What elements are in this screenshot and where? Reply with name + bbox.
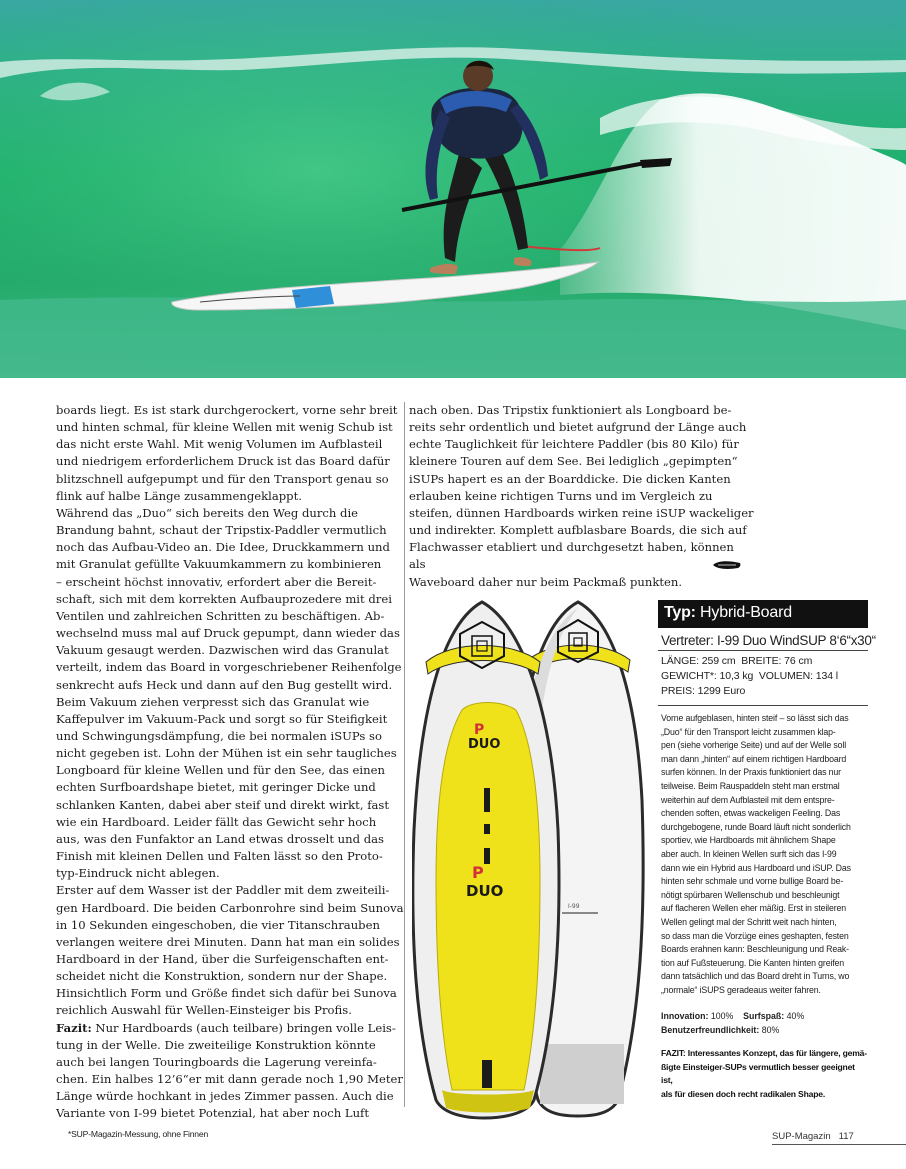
spec-type-label: Typ: [664,604,696,621]
paragraph-sunova: Erster auf dem Wasser ist der Paddler mit dem zweiteili- gen Hardboard. Die beiden Carbonrohre sind beim Sunova in 10 Sekunden eingeschoben, die vier Titanschrauben verlangen weitere drei Minuten. Dann hat man ein solides Hardboard in der Hand, über die Surfeigenschaften ent- scheidet nicht die Konstruktion, sondern nur der Shape. Hinsichtlich Form und Größe findet sich dafür bei Sunova reichlich Auswahl für Wellen-Einsteiger bis Profis. [56,883,404,1018]
deck-brand-logo-2: DUO [466,882,504,900]
spec-measurements [658,651,868,706]
deck-logo-icon-bottom: P [472,863,484,882]
board-end-mark-icon [712,559,742,571]
rating-surfspass-value: 40% [786,1011,805,1022]
spec-type-header [658,600,868,628]
page-number: 117 [838,1131,854,1142]
spec-laenge: LÄNGE: 259 cm [661,655,736,667]
spec-fazit: FAZIT: Interessantes Konzept, das für längere, gemä- ßigte Einsteiger-SUPs vermutlich besser geeignet ist, als für diesen doch recht radikalen Shape. [661,1048,867,1099]
spec-preis: PREIS: 1299 Euro [661,685,746,697]
rating-innovation-label: Innovation: [661,1011,709,1022]
paragraph-tripstix: Während das „Duo“ sich bereits den Weg durch die Brandung bahnt, schaut der Tripstix-Paddler vermutlich noch das Aufbau-Video an. Die Idee, Druckkammern und mit Granulat gefüllte Vakuumkammern zu kombinieren – erscheint höchst innovativ, erfordert aber die Bereit- schaft, sich mit dem korrekten Aufbauprozedere mit drei Ventilen und zahlreichen Schritten zu beschäftigen. Ab- wechselnd muss mal auf Druck gepumpt, dann wieder das Vakuum gesaugt werden. Dazwischen wird das Granulat verteilt, indem das Board in vorgeschriebener Reihenfolge senkrecht aufs Heck und dann auf den Bug gestellt wird. Beim Vakuum ziehen verpresst sich das Granulat wie Kaffepulver im Vakuum-Pack und sorgt so für Steifigkeit und Schwingungsdämpfung, die bei normalen iSUPs so nicht gegeben ist. Lohn der Mühen ist ein sehr taugliches Longboard für kleine Wellen und für den See, das einen echten Surfboardshape bietet, mit geringer Dicke und schlanken Kanten, dabei aber steif und direkt wirkt, fast wie ein Hardboard. Leider fällt das Gewicht sehr hoch aus, was den Funfaktor an Land etwas drosselt und das Finish mit kleinen Dellen und Falten lässt so den Proto- typ-Eindruck nicht ablegen. [56,505,402,881]
spec-volumen: VOLUMEN: 134 l [758,670,839,682]
article-column-right [409,402,754,591]
spec-ratings [658,997,868,1037]
paragraph-fazit [56,1020,404,1123]
svg-text:I-99: I-99 [568,903,580,910]
rating-surfspass-label: Surfspaß: [743,1011,785,1022]
paragraph-conclusion: nach oben. Das Tripstix funktioniert als Longboard be- reits sehr ordentlich und bietet aufgrund der Länge auch echte Tauglichkeit für leichtere Paddler (bis 80 Kilo) für kleinere Touren auf dem See. Bei lediglich „gepimpten“ iSUPs hapert es an der Boarddicke. Die dicken Kanten erlauben keine richtigen Turns und im Vergleich zu steifen, dünnen Hardboards wirken reine iSUP wackeliger und indirekter. Komplett aufblasbare Boards, die sich auf Flachwasser etabliert und durchgesetzt haben, können als Waveboard daher nur beim Packmaß punkten. [409,403,754,589]
spec-gewicht: GEWICHT*: 10,3 kg [661,670,754,682]
rating-innovation-value: 100% [710,1011,734,1022]
fazit-text: Nur Hardboards (auch teilbare) bringen volle Leis- tung in der Welle. Die zweiteilige Konstruktion könnte auch bei langen Touringboards die Lagerung vereinfa- chen. Ein halbes 12’6“er mit dann gerade noch 1,90 Meter Länge würde hochkant in jedes Zimmer passen. Auch die Variante von I-99 bietet Potenzial, hat aber noch Luft [56,1020,403,1121]
spec-breite: BREITE: 76 cm [741,655,813,667]
spec-vertreter: Vertreter: I-99 Duo WindSUP 8‘6“x30“ [658,628,868,651]
deck-brand-logo: DUO [468,737,501,752]
spec-description: Vorne aufgeblasen, hinten steif – so lässt sich das „Duo“ für den Transport leicht zusammen klap- pen (siehe vorherige Seite) und auf der Welle soll man dann „hinten“ auf einem richtigen Hardboard surfen können. In der Praxis funktioniert das nur teilweise. Beim Rauspaddeln steht man erstmal weiterhin auf dem Aufblasteil mit dem entspre- chenden soften, etwas wackeligen Feeling. Das durchgebogene, runde Board läuft nicht sonderlich sportiev, wie Hardboards mit ähnlichem Shape aber auch. In kleinen Wellen surft sich das I-99 dann wie ein Hybrid aus Hardboard und iSUP. Das hinten sehr schmale und vorne bullige Board be- nötigt spürbaren Wellenschub und beschleunigt auf flacheren Wellen eher mäßig. Erst in steileren Wellen gelingt mal der Schritt weit nach hinten, so dass man die Vorzüge eines geshapten, festen Boards erahnen kann: Beschleunigung und Reak- tion auf Fußsteuerung. Die Kanten hinten greifen dann tatsächlich und das Board dreht in Turns, wo „normale“ iSUPS geradeaus weiter fahren. [661,713,851,995]
footnote: *SUP-Magazin-Messung, ohne Finnen [68,1129,209,1139]
paragraph-continuation: boards liegt. Es ist stark durchgerockert, vorne sehr breit und hinten schmal, für kleine Wellen mit wenig Schub ist das nicht erste Wahl. Mit wenig Volumen im Aufblasteil und niedrigem erforderlichem Druck ist das Board dafür blitzschnell aufgepumpt und für den Transport genau so flink auf halbe Länge zusammengeklappt. [56,403,398,503]
fazit-label: Fazit: [56,1020,92,1035]
spec-line-1 [661,654,868,669]
magazine-name: SUP-Magazin [772,1131,831,1142]
spec-line-2 [661,669,868,684]
hero-photo-surfer [0,0,906,378]
article-column-left [56,402,404,1123]
rating-benutzer-label: Benutzerfreundlichkeit: [661,1025,760,1036]
spec-type-value: Hybrid-Board [700,604,792,621]
rating-line-1 [661,1009,868,1023]
deck-logo-icon-top: P [474,722,485,738]
spec-box [658,600,876,1101]
rating-benutzer-value: 80% [761,1025,780,1036]
board-product-photo [412,600,652,1120]
rating-line-2 [661,1023,868,1037]
page-folio [772,1131,906,1145]
column-divider [404,402,405,1107]
